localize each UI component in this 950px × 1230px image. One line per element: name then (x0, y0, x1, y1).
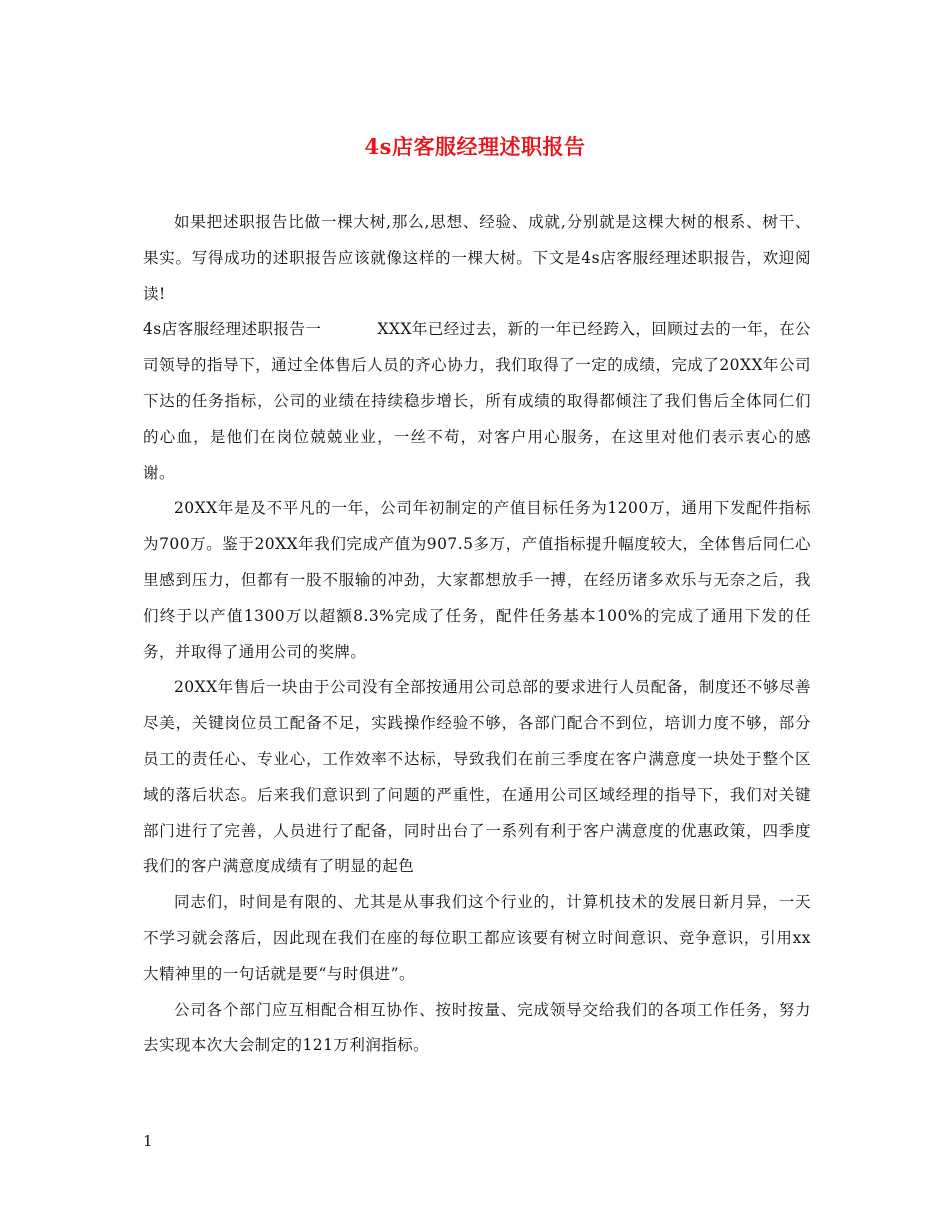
report-one-heading: 4s店客服经理述职报告一 (143, 320, 322, 339)
paragraph-departments-cooperate: 公司各个部门应互相配合相互协作、按时按量、完成领导交给我们的各项工作任务，努力去实现本次大会制定的121万利润指标。 (143, 1000, 811, 1055)
paragraph-keep-learning: 同志们，时间是有限的、尤其是从事我们这个行业的，计算机技术的发展日新月异，一天不学习就会落后，因此现在我们在座的每位职工都应该要有树立时间意识、竞争意识，引用xx大精神里的一句话就是要“与时俱进”。 (143, 893, 811, 983)
paragraph-intro: 如果把述职报告比做一棵大树,那么,思想、经验、成就,分别就是这棵大树的根系、树干、果实。写得成功的述职报告应该就像这样的一棵大树。下文是4s店客服经理述职报告，欢迎阅读! (143, 213, 811, 303)
paragraph-output-targets: 20XX年是及不平凡的一年，公司年初制定的产值目标任务为1200万，通用下发配件指标为700万。鉴于20XX年我们完成产值为907.5多万，产值指标提升幅度较大，全体售后同仁心里感到压力，但都有一股不服输的冲劲，大家都想放手一搏，在经历诸多欢乐与无奈之后，我们终于以产值1300万以超额8.3%完成了任务，配件任务基本100%的完成了通用下发的任务，并取得了通用公司的奖牌。 (143, 499, 811, 661)
document-body (143, 205, 811, 1064)
report-one-text: XXX年已经过去，新的一年已经跨入，回顾过去的一年，在公司领导的指导下，通过全体售后人员的齐心协力，我们取得了一定的成绩，完成了20XX年公司下达的任务指标，公司的业绩在持续稳步增长，所有成绩的取得都倾注了我们售后全体同仁们的心血，是他们在岗位兢兢业业，一丝不苟，对客户用心服务，在这里对他们表示衷心的感谢。 (143, 320, 811, 482)
paragraph-customer-satisfaction: 20XX年售后一块由于公司没有全部按通用公司总部的要求进行人员配备，制度还不够尽善尽美，关键岗位员工配备不足，实践操作经验不够，各部门配合不到位，培训力度不够，部分员工的责任心、专业心，工作效率不达标，导致我们在前三季度在客户满意度一块处于整个区域的落后状态。后来我们意识到了问题的严重性，在通用公司区域经理的指导下，我们对关键部门进行了完善，人员进行了配备，同时出台了一系列有利于客户满意度的优惠政策，四季度我们的客户满意度成绩有了明显的起色 (143, 678, 811, 876)
paragraph-report-one (143, 312, 811, 491)
document-title: 4s店客服经理述职报告 (364, 134, 586, 159)
page-number: 1 (143, 1132, 153, 1150)
